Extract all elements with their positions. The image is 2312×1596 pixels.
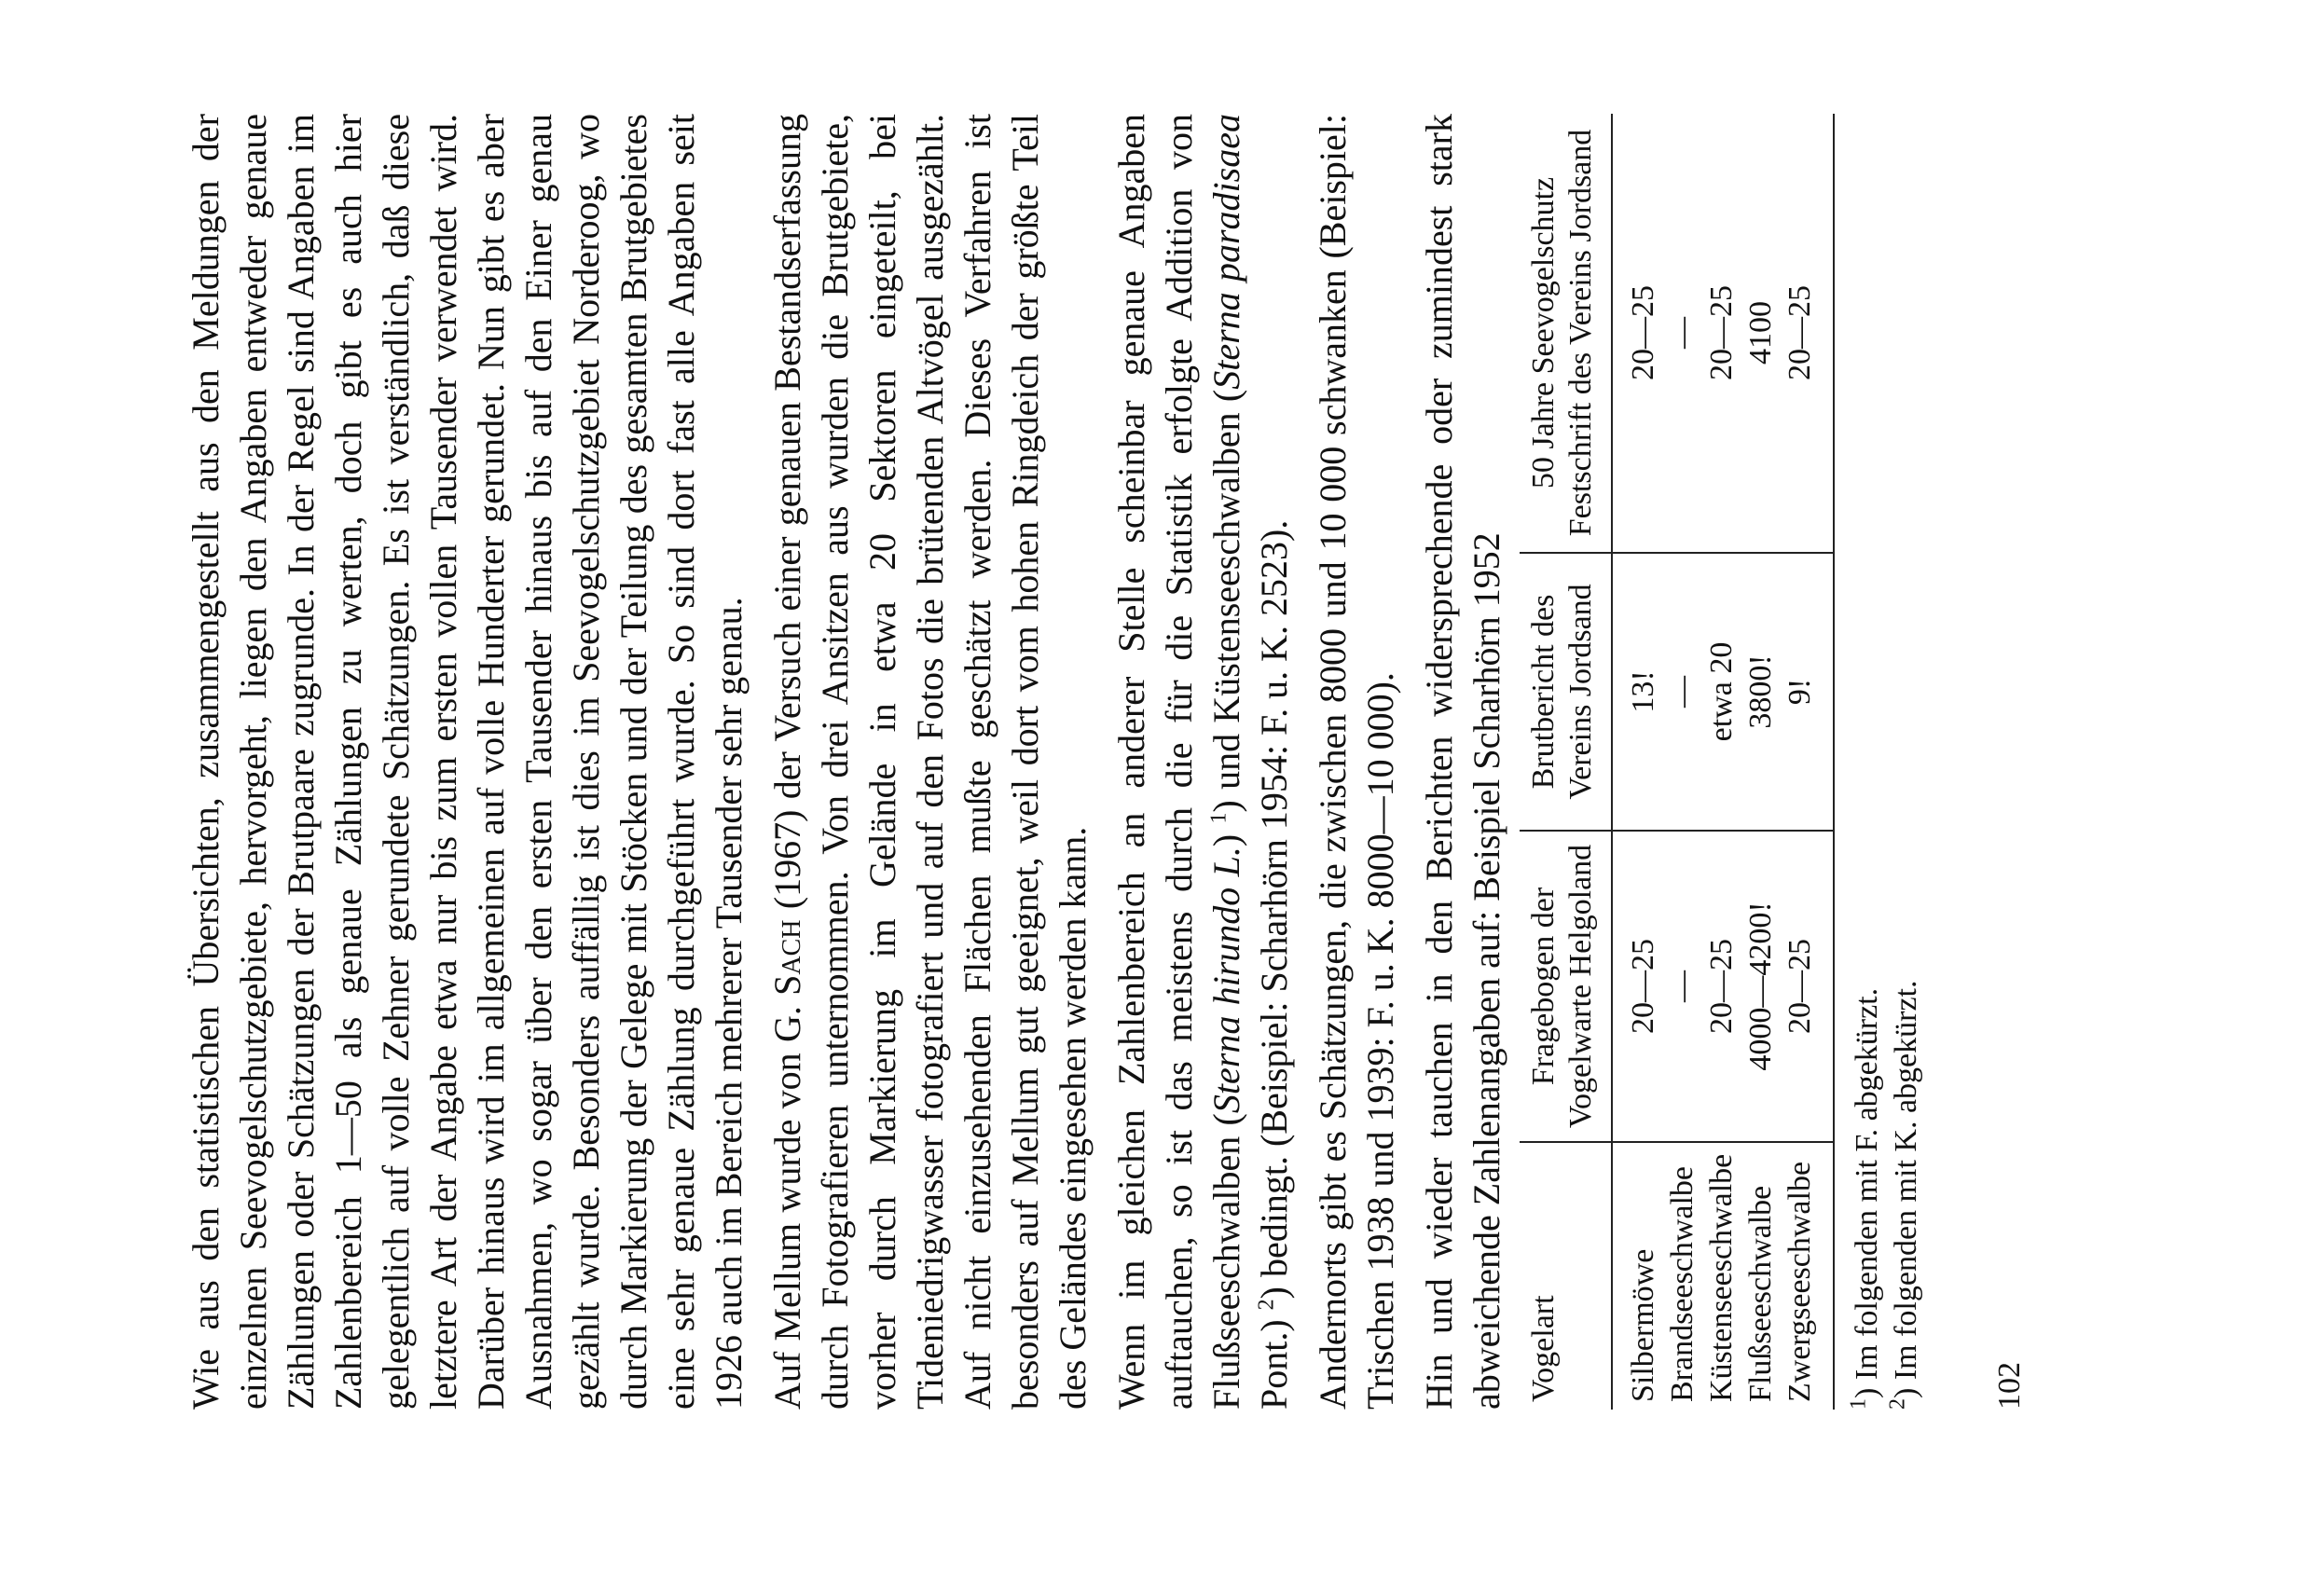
- page-content: [182, 114, 2029, 1410]
- header-species: Vogelart: [1520, 1142, 1612, 1410]
- cell-value: 20—25: [1612, 114, 1663, 553]
- footnote-ref-2: 2: [1254, 1299, 1279, 1311]
- table-row: [1612, 114, 1663, 1410]
- cell-value: —: [1663, 553, 1702, 831]
- cell-value: —: [1663, 831, 1702, 1142]
- cell-value: etwa 20: [1702, 553, 1741, 831]
- footnotes: [1848, 114, 1926, 1410]
- footnote-2: $^2$) Im folgenden mit K. abgekürzt.: [1885, 980, 1923, 1410]
- paragraph-3: [1108, 114, 1298, 1410]
- cell-species: Brandseeschwalbe: [1665, 1165, 1700, 1402]
- cell-species: Zwergseeschwalbe: [1781, 1142, 1834, 1410]
- footnote-ref-1: 1: [1206, 812, 1232, 824]
- paragraph-2-text-b: (1967) der Versuch einer genauen Bestandserfassung durch Fotografieren unternommen. Von drei Ansitzen aus wurden die Brutgebiete, vorher durch Markierung im Gelände in etwa 20 Sektoren eingeteilt, bei Tideniedrigwasser fotografiert und auf den Fotos die brütenden Altvögel ausgezählt. Auf nicht einzusehenden Flächen mußte geschätzt werden. Dieses Verfahren ist besonders auf Mellum gut geeignet, weil dort vom hohen Ringdeich der größte Teil des Geländes eingesehen werden kann.: [766, 113, 1094, 1410]
- header-helgoland: Fragebogen der Vogelwarte Helgoland: [1520, 831, 1612, 1142]
- footnote-mark-1: 1: [1846, 1398, 1871, 1410]
- paragraph-3-text-d: Pont.): [1253, 1310, 1295, 1410]
- cell-value: 20—25: [1781, 831, 1834, 1142]
- paragraph-2: [764, 114, 1096, 1410]
- cell-value: 20—25: [1781, 114, 1834, 553]
- paragraph-3-text-c: ) und Küstenseeschwalben (: [1205, 389, 1247, 813]
- footnote-mark-2: 2: [1885, 1398, 1910, 1410]
- cell-value: 20—25: [1702, 114, 1741, 553]
- table-row: [1741, 114, 1781, 1410]
- footnote-text-2: Im folgenden mit K. abgekürzt.: [1889, 980, 1923, 1381]
- table-row: [1781, 114, 1834, 1410]
- cell-species: Küstenseeschwalbe: [1704, 1153, 1739, 1402]
- table-row: [1663, 114, 1702, 1410]
- footnote-1: $^1$) Im folgenden mit F. abgekürzt.: [1846, 987, 1884, 1410]
- species-name-2: Sterna paradisaea: [1205, 114, 1247, 390]
- cell-value: 20—25: [1612, 831, 1663, 1142]
- comparison-table: [1520, 114, 1835, 1410]
- cell-value: 9!: [1781, 553, 1834, 831]
- cell-species: Silbermöwe: [1626, 1248, 1660, 1402]
- paragraph-3-text-a: Wenn im gleichen Zahlenbereich an anderer Stelle scheinbar genaue Angaben auftauchen, so ist das meistens durch die für die Statistik erfolgte Addition von Flußseeschwalben (: [1110, 114, 1247, 1410]
- header-brutbericht: Brutbericht des Vereins Jordsand: [1520, 553, 1612, 831]
- species-name-1: Sterna hirundo L.: [1205, 846, 1247, 1114]
- cell-value: 20—25: [1702, 831, 1741, 1142]
- table-header-row: [1520, 114, 1612, 1410]
- cell-value: 4000—4200!: [1741, 831, 1781, 1142]
- paragraph-3-text-b: ): [1205, 823, 1247, 847]
- cell-value: 13!: [1612, 553, 1663, 831]
- table-row: [1702, 114, 1741, 1410]
- cell-value: —: [1663, 114, 1702, 553]
- author-name: Sach: [766, 919, 808, 996]
- paragraph-5: Hin und wieder tauchen in den Berichten widersprechende oder zumindest stark abweichende Zahlenangaben auf: Beispiel Scharhörn 1952: [1418, 114, 1507, 1410]
- paragraph-4: Andernorts gibt es Schätzungen, die zwischen 8000 und 10 000 schwanken (Beispiel: Trischen 1938 und 1939: F. u. K. 8000—10 000).: [1312, 114, 1401, 1410]
- cell-value: 3800!: [1741, 553, 1781, 831]
- paragraph-3-text-e: ) bedingt. (Beispiel: Scharhörn 1954: F. u. K. 2523).: [1253, 519, 1295, 1300]
- footnote-text-1: Im folgenden mit F. abgekürzt.: [1850, 987, 1884, 1381]
- cell-species: Flußseeschwalbe: [1743, 1185, 1778, 1402]
- paragraph-2-text-a: Auf Mellum wurde von G.: [766, 995, 808, 1410]
- header-festschrift: 50 Jahre Seevogelschutz Festschrift des Vereins Jordsand: [1520, 114, 1612, 553]
- page-number: 102: [1992, 1362, 2027, 1410]
- paragraph-1: Wie aus den statistischen Übersichten, zusammengestellt aus den Meldungen der einzelnen Seevogelschutzgebiete, hervorgeht, liegen den Angaben entweder genaue Zählungen oder Schätzungen der Brutpaare zugrunde. In der Regel sind Angaben im Zahlenbereich 1—50 als genaue Zählungen zu werten, doch gibt es auch hier gelegentlich auf volle Zehner gerundete Schätzungen. Es ist verständlich, daß diese letztere Art der Angabe etwa nur bis zum ersten vollen Tausender verwendet wird. Darüber hinaus wird im allgemeinen auf volle Hunderter gerundet. Nun gibt es aber Ausnahmen, wo sogar über den ersten Tausender hinaus bis auf den Einer genau gezählt wurde. Besonders auffällig ist dies im Seevogelschutzgebiet Norderoog, wo durch Markierung der Gelege mit Stöcken und der Teilung des gesamten Brutgebietes eine sehr genaue Zählung durchgeführt wurde. So sind dort fast alle Angaben seit 1926 auch im Bereich mehrerer Tausender sehr genau.: [185, 114, 750, 1410]
- cell-value: 4100: [1741, 114, 1781, 553]
